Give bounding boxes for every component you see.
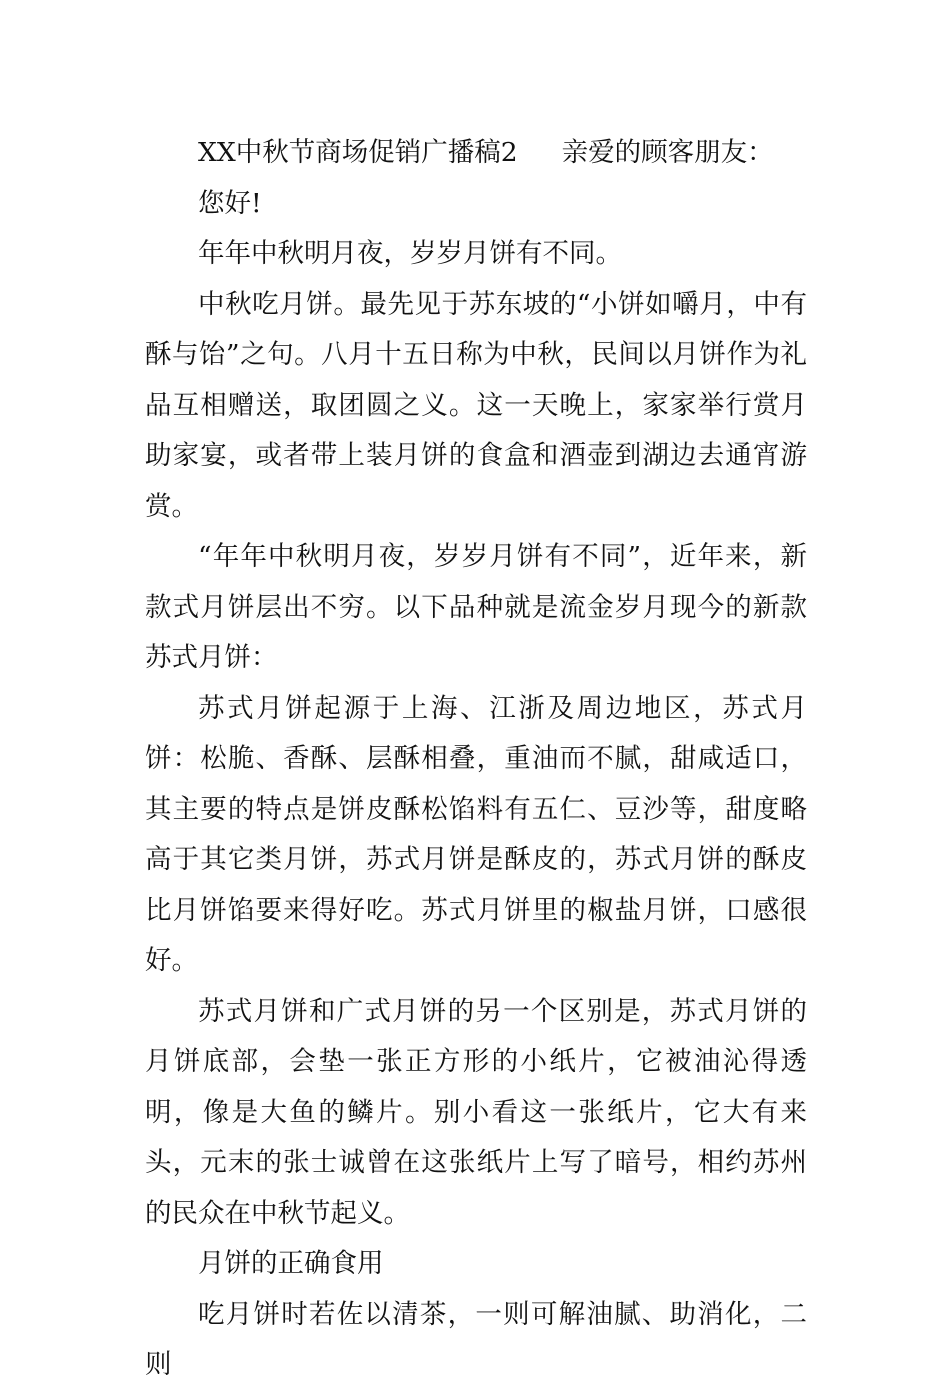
- section-heading: 月饼的正确食用: [198, 1248, 384, 1279]
- paragraph-suzhou-mooncake: 苏式月饼起源于上海、江浙及周边地区，苏式月饼：松脆、香酥、层酥相叠，重油而不腻，甜咸适口，其主要的特点是饼皮酥松馅料有五仁、豆沙等，甜度略高于其它类月饼，苏式月饼是酥皮的，苏式月饼的酥皮比月饼馅要来得好吃。苏式月饼里的椒盐月饼，口感很好。: [145, 692, 807, 976]
- document-body: [145, 128, 807, 1391]
- paragraph-intro: 年年中秋明月夜，岁岁月饼有不同。: [198, 238, 622, 269]
- salutation: 亲爱的顾客朋友：: [561, 137, 774, 168]
- paragraph-difference: 苏式月饼和广式月饼的另一个区别是，苏式月饼的月饼底部，会垫一张正方形的小纸片，它被油沁得透明，像是大鱼的鳞片。别小看这一张纸片，它大有来头，元末的张士诚曾在这张纸片上写了暗号，相约苏州的民众在中秋节起义。: [145, 995, 807, 1229]
- paragraph-new-styles: “年年中秋明月夜，岁岁月饼有不同”，近年来，新款式月饼层出不穷。以下品种就是流金岁月现今的新款苏式月饼：: [145, 541, 807, 673]
- document-title: XX中秋节商场促销广播稿2: [198, 137, 518, 168]
- paragraph-origin: 中秋吃月饼。最先见于苏东坡的“小饼如嚼月，中有酥与饴”之句。八月十五日称为中秋，民间以月饼作为礼品互相赠送，取团圆之义。这一天晚上，家家举行赏月助家宴，或者带上装月饼的食盒和酒壶到湖边去通宵游赏。: [145, 288, 807, 522]
- paragraph-eating-tips: 吃月饼时若佐以清茶，一则可解油腻、助消化，二则: [145, 1298, 807, 1380]
- title-line: [145, 128, 807, 179]
- paragraph-greeting: 您好!: [198, 187, 262, 219]
